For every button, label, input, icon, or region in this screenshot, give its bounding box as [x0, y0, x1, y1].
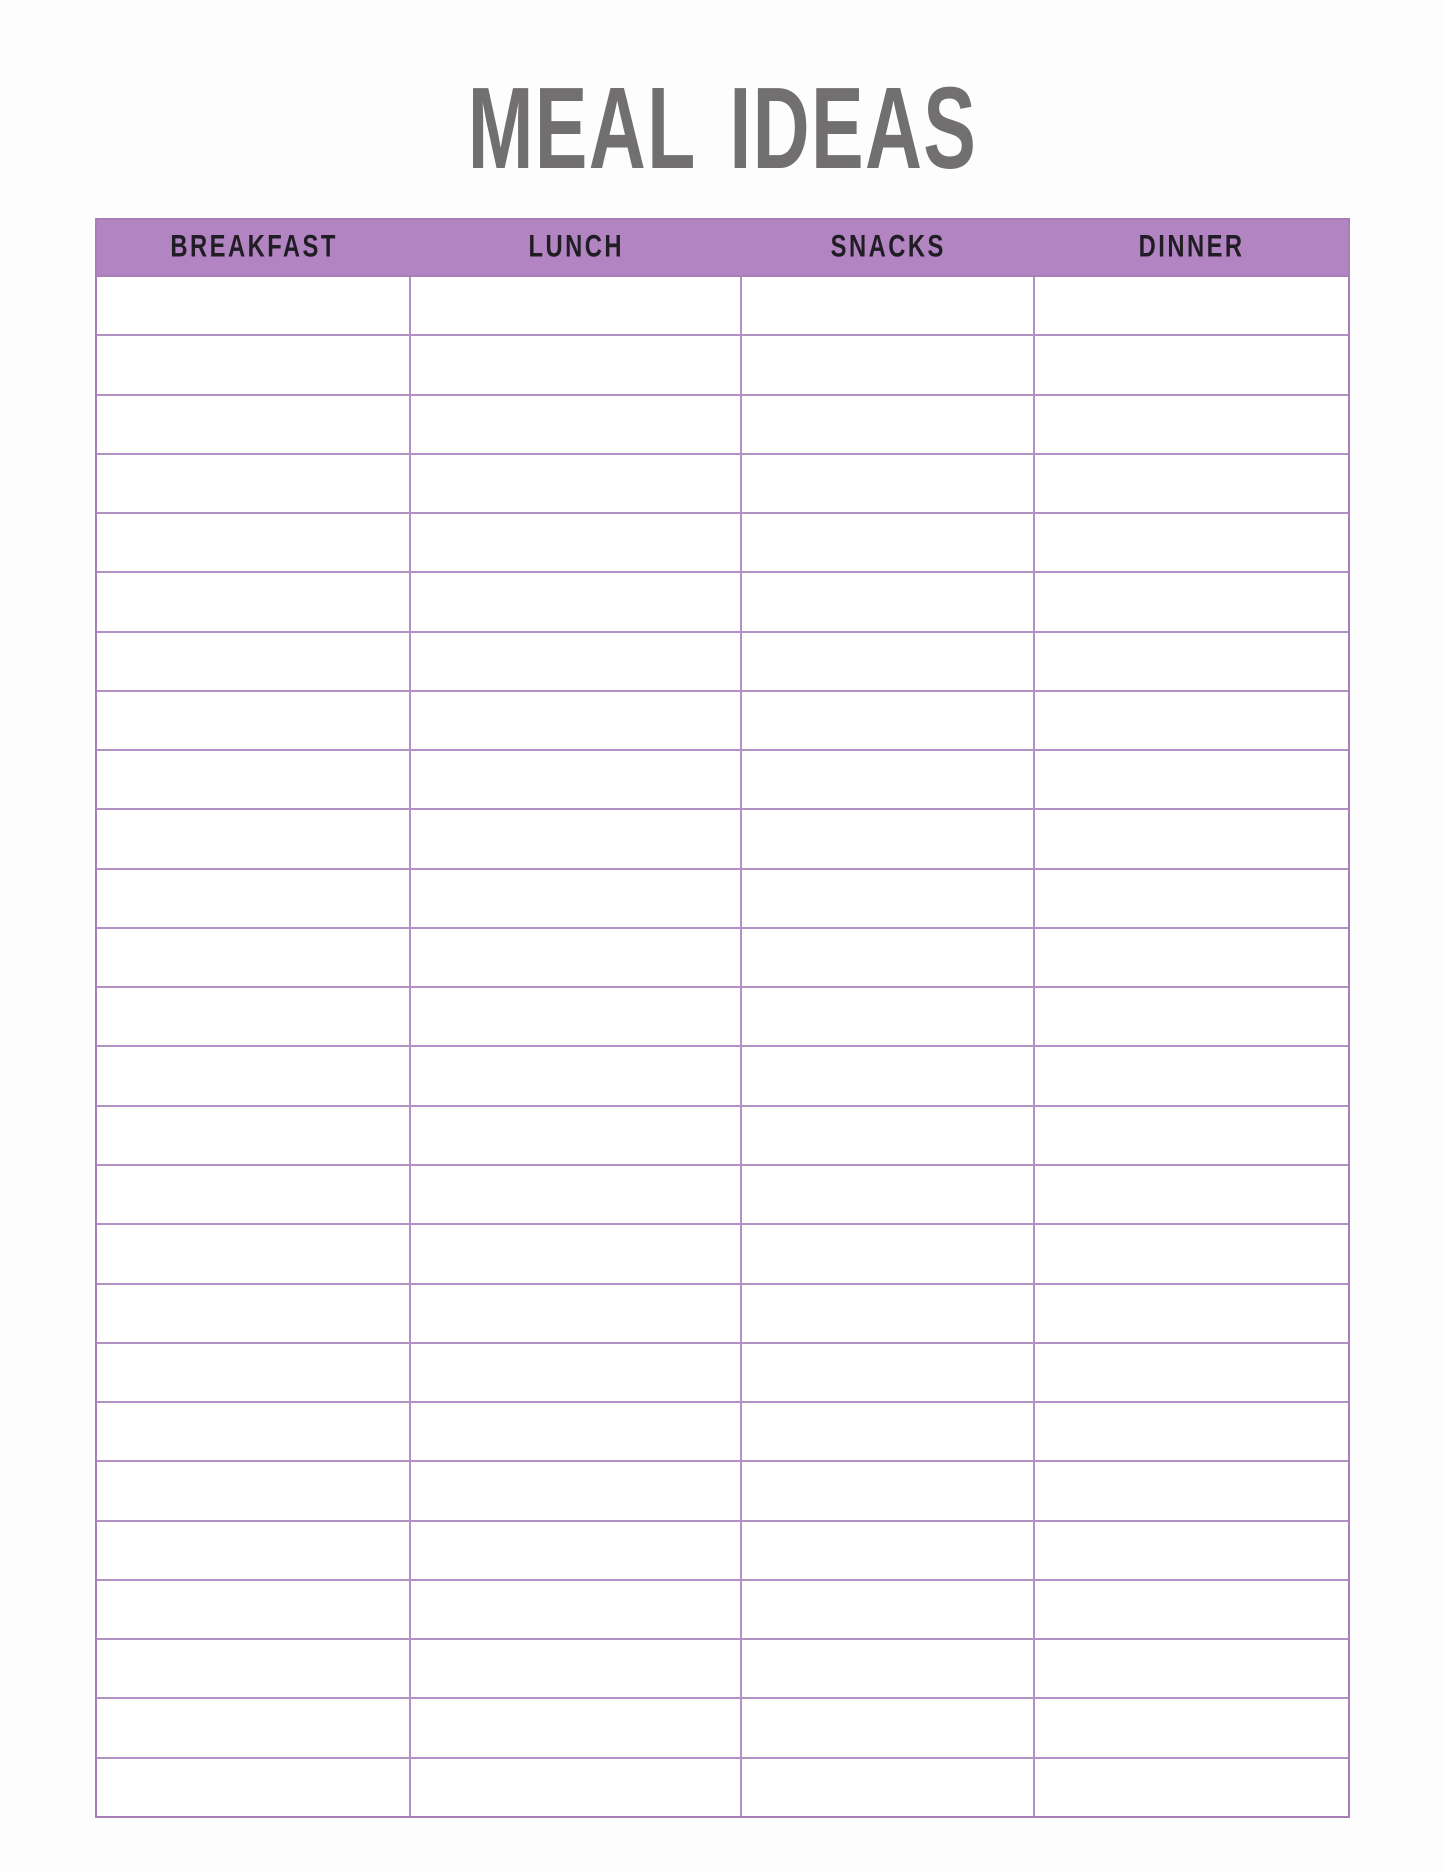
meal-cell-dinner[interactable]: [1035, 1640, 1348, 1697]
meal-cell-snacks[interactable]: [742, 988, 1035, 1045]
meal-cell-snacks[interactable]: [742, 277, 1035, 334]
meal-cell-breakfast[interactable]: [97, 455, 411, 512]
table-row: [97, 1759, 1348, 1816]
table-row: [97, 336, 1348, 395]
meal-cell-breakfast[interactable]: [97, 1047, 411, 1104]
table-row: [97, 1581, 1348, 1640]
table-header-row: [97, 220, 1348, 277]
meal-cell-lunch[interactable]: [411, 929, 742, 986]
meal-cell-breakfast[interactable]: [97, 1403, 411, 1460]
table-row: [97, 1699, 1348, 1758]
meal-cell-snacks[interactable]: [742, 633, 1035, 690]
meal-cell-breakfast[interactable]: [97, 1462, 411, 1519]
meal-cell-dinner[interactable]: [1035, 692, 1348, 749]
meal-cell-snacks[interactable]: [742, 455, 1035, 512]
meal-cell-snacks[interactable]: [742, 1225, 1035, 1282]
meal-cell-dinner[interactable]: [1035, 396, 1348, 453]
meal-cell-snacks[interactable]: [742, 1166, 1035, 1223]
meal-cell-lunch[interactable]: [411, 1640, 742, 1697]
meal-cell-snacks[interactable]: [742, 1107, 1035, 1164]
meal-cell-dinner[interactable]: [1035, 514, 1348, 571]
column-header-label: SNACKS: [830, 229, 947, 265]
meal-cell-dinner[interactable]: [1035, 929, 1348, 986]
column-header-breakfast: [97, 220, 411, 275]
meal-cell-dinner[interactable]: [1035, 1462, 1348, 1519]
table-row: [97, 633, 1348, 692]
meal-cell-snacks[interactable]: [742, 1403, 1035, 1460]
meal-cell-snacks[interactable]: [742, 396, 1035, 453]
meal-cell-breakfast[interactable]: [97, 810, 411, 867]
meal-cell-lunch[interactable]: [411, 277, 742, 334]
meal-cell-snacks[interactable]: [742, 1759, 1035, 1816]
meal-cell-breakfast[interactable]: [97, 1107, 411, 1164]
meal-cell-dinner[interactable]: [1035, 277, 1348, 334]
table-row: [97, 1047, 1348, 1106]
meal-cell-breakfast[interactable]: [97, 396, 411, 453]
table-row: [97, 1403, 1348, 1462]
table-row: [97, 1166, 1348, 1225]
table-row: [97, 1640, 1348, 1699]
meal-cell-lunch[interactable]: [411, 1225, 742, 1282]
meal-cell-breakfast[interactable]: [97, 1759, 411, 1816]
meal-cell-breakfast[interactable]: [97, 1344, 411, 1401]
column-header-snacks: [742, 220, 1035, 275]
meal-cell-lunch[interactable]: [411, 810, 742, 867]
table-row: [97, 810, 1348, 869]
meal-cell-breakfast[interactable]: [97, 1285, 411, 1342]
meal-cell-snacks[interactable]: [742, 1462, 1035, 1519]
table-row: [97, 988, 1348, 1047]
table-row: [97, 1285, 1348, 1344]
meal-cell-dinner[interactable]: [1035, 1581, 1348, 1638]
table-row: [97, 514, 1348, 573]
meal-cell-lunch[interactable]: [411, 1403, 742, 1460]
table-row: [97, 751, 1348, 810]
meal-cell-breakfast[interactable]: [97, 751, 411, 808]
meal-cell-breakfast[interactable]: [97, 1581, 411, 1638]
table-row: [97, 1344, 1348, 1403]
meal-cell-snacks[interactable]: [742, 1522, 1035, 1579]
meal-cell-snacks[interactable]: [742, 810, 1035, 867]
meal-cell-snacks[interactable]: [742, 870, 1035, 927]
meal-cell-dinner[interactable]: [1035, 1522, 1348, 1579]
meal-cell-breakfast[interactable]: [97, 277, 411, 334]
meal-cell-dinner[interactable]: [1035, 455, 1348, 512]
meal-cell-snacks[interactable]: [742, 514, 1035, 571]
meal-cell-lunch[interactable]: [411, 1344, 742, 1401]
table-row: [97, 692, 1348, 751]
meal-cell-dinner[interactable]: [1035, 1285, 1348, 1342]
column-header-dinner: [1035, 220, 1348, 275]
meal-cell-snacks[interactable]: [742, 1581, 1035, 1638]
meal-cell-dinner[interactable]: [1035, 1225, 1348, 1282]
meal-cell-snacks[interactable]: [742, 1047, 1035, 1104]
table-row: [97, 455, 1348, 514]
table-row: [97, 573, 1348, 632]
column-header-label: BREAKFAST: [170, 229, 338, 265]
meal-cell-breakfast[interactable]: [97, 1522, 411, 1579]
column-header-label: LUNCH: [528, 229, 625, 265]
page-title: MEAL IDEAS: [467, 63, 978, 193]
meal-cell-lunch[interactable]: [411, 870, 742, 927]
meal-cell-snacks[interactable]: [742, 573, 1035, 630]
meal-cell-dinner[interactable]: [1035, 810, 1348, 867]
meal-cell-lunch[interactable]: [411, 1166, 742, 1223]
meal-cell-breakfast[interactable]: [97, 870, 411, 927]
meal-cell-dinner[interactable]: [1035, 633, 1348, 690]
meal-cell-dinner[interactable]: [1035, 751, 1348, 808]
meal-cell-dinner[interactable]: [1035, 1344, 1348, 1401]
meal-cell-lunch[interactable]: [411, 1699, 742, 1756]
meal-cell-breakfast[interactable]: [97, 1640, 411, 1697]
meal-cell-dinner[interactable]: [1035, 1166, 1348, 1223]
meal-ideas-table: [95, 218, 1350, 1818]
meal-cell-dinner[interactable]: [1035, 1699, 1348, 1756]
meal-cell-snacks[interactable]: [742, 336, 1035, 393]
meal-cell-dinner[interactable]: [1035, 336, 1348, 393]
table-row: [97, 1462, 1348, 1521]
meal-cell-lunch[interactable]: [411, 1759, 742, 1816]
meal-cell-breakfast[interactable]: [97, 336, 411, 393]
meal-cell-snacks[interactable]: [742, 929, 1035, 986]
meal-cell-breakfast[interactable]: [97, 573, 411, 630]
meal-cell-breakfast[interactable]: [97, 929, 411, 986]
meal-cell-lunch[interactable]: [411, 1581, 742, 1638]
table-row: [97, 870, 1348, 929]
meal-cell-lunch[interactable]: [411, 988, 742, 1045]
table-row: [97, 1225, 1348, 1284]
table-body: [97, 277, 1348, 1816]
meal-cell-lunch[interactable]: [411, 1522, 742, 1579]
table-row: [97, 1107, 1348, 1166]
meal-cell-lunch[interactable]: [411, 1047, 742, 1104]
table-row: [97, 1522, 1348, 1581]
meal-cell-lunch[interactable]: [411, 751, 742, 808]
table-row: [97, 929, 1348, 988]
meal-cell-lunch[interactable]: [411, 1285, 742, 1342]
meal-cell-breakfast[interactable]: [97, 514, 411, 571]
meal-cell-lunch[interactable]: [411, 455, 742, 512]
meal-cell-lunch[interactable]: [411, 336, 742, 393]
meal-cell-dinner[interactable]: [1035, 573, 1348, 630]
meal-cell-snacks[interactable]: [742, 1344, 1035, 1401]
table-row: [97, 277, 1348, 336]
meal-cell-breakfast[interactable]: [97, 692, 411, 749]
table-row: [97, 396, 1348, 455]
meal-cell-dinner[interactable]: [1035, 1403, 1348, 1460]
meal-cell-lunch[interactable]: [411, 1462, 742, 1519]
meal-cell-breakfast[interactable]: [97, 1225, 411, 1282]
meal-cell-lunch[interactable]: [411, 396, 742, 453]
meal-cell-dinner[interactable]: [1035, 870, 1348, 927]
column-header-lunch: [411, 220, 742, 275]
column-header-label: DINNER: [1138, 229, 1245, 265]
meal-cell-lunch[interactable]: [411, 692, 742, 749]
meal-cell-lunch[interactable]: [411, 514, 742, 571]
meal-cell-breakfast[interactable]: [97, 1699, 411, 1756]
meal-cell-dinner[interactable]: [1035, 1759, 1348, 1816]
meal-cell-lunch[interactable]: [411, 1107, 742, 1164]
meal-cell-breakfast[interactable]: [97, 633, 411, 690]
meal-cell-breakfast[interactable]: [97, 988, 411, 1045]
meal-cell-snacks[interactable]: [742, 1285, 1035, 1342]
meal-cell-snacks[interactable]: [742, 1699, 1035, 1756]
meal-cell-breakfast[interactable]: [97, 1166, 411, 1223]
meal-cell-lunch[interactable]: [411, 573, 742, 630]
meal-cell-snacks[interactable]: [742, 692, 1035, 749]
meal-cell-snacks[interactable]: [742, 1640, 1035, 1697]
meal-cell-snacks[interactable]: [742, 751, 1035, 808]
meal-cell-dinner[interactable]: [1035, 988, 1348, 1045]
meal-cell-lunch[interactable]: [411, 633, 742, 690]
meal-cell-dinner[interactable]: [1035, 1047, 1348, 1104]
meal-cell-dinner[interactable]: [1035, 1107, 1348, 1164]
